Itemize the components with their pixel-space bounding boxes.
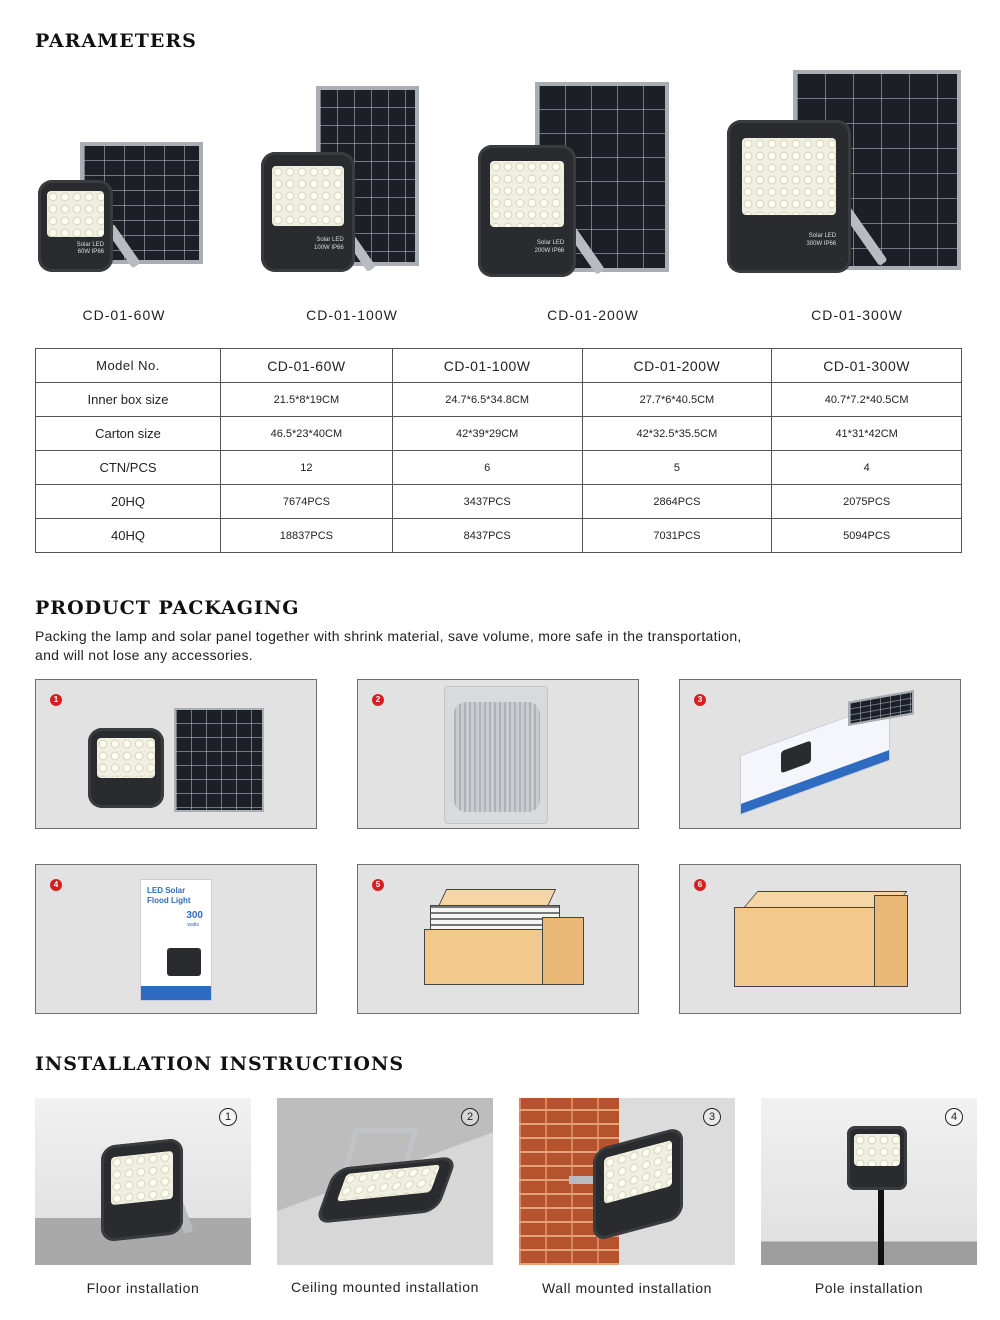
section-title-packaging: PRODUCT PACKAGING — [35, 597, 300, 619]
table-cell: 46.5*23*40CM — [221, 417, 393, 451]
step-number: 2 — [372, 694, 384, 706]
install-step-number: 1 — [219, 1108, 237, 1126]
flood-lamp — [847, 1126, 907, 1190]
flood-lamp — [478, 145, 576, 277]
carton-side — [542, 917, 584, 985]
table-row — [36, 417, 962, 451]
step-number: 4 — [50, 879, 62, 891]
row-label: CTN/PCS — [36, 451, 221, 485]
step-number: 6 — [694, 879, 706, 891]
packaging-step-4 — [35, 864, 317, 1014]
section-title-parameters: PARAMETERS — [35, 30, 197, 52]
table-row — [36, 485, 962, 519]
install-step-number: 3 — [703, 1108, 721, 1126]
table-cell: 2864PCS — [582, 485, 772, 519]
led-array — [742, 138, 836, 215]
table-cell: 12 — [221, 451, 393, 485]
step-number: 5 — [372, 879, 384, 891]
table-header-cell: CD-01-200W — [582, 349, 772, 383]
install-pole — [761, 1098, 977, 1265]
parameters-table — [35, 348, 962, 553]
packaging-step-5 — [357, 864, 639, 1014]
table-cell: 42*39*29CM — [392, 417, 582, 451]
table-header-row — [36, 349, 962, 383]
table-cell: 4 — [772, 451, 962, 485]
lamp-tag: Solar LED 300W IP66 — [806, 232, 837, 247]
table-cell: 6 — [392, 451, 582, 485]
lamp-tag: Solar LED 100W IP66 — [314, 237, 344, 252]
lamp-tag: Solar LED 60W IP66 — [76, 241, 104, 256]
led-array — [490, 161, 565, 227]
product-label-300w: CD-01-300W — [811, 307, 903, 323]
lamp-tag: Solar LED 200W IP66 — [534, 240, 565, 255]
table-row — [36, 451, 962, 485]
install-label: Floor installation — [86, 1280, 200, 1296]
product-label-60w: CD-01-60W — [82, 307, 166, 323]
packaging-step-2 — [357, 679, 639, 829]
install-wall — [519, 1098, 735, 1265]
led-array — [854, 1134, 900, 1166]
flood-lamp — [261, 152, 355, 272]
led-array — [337, 1164, 441, 1201]
table-cell: 5 — [582, 451, 772, 485]
section-title-installation: INSTALLATION INSTRUCTIONS — [35, 1053, 405, 1075]
packaging-description — [35, 627, 742, 665]
table-cell: 24.7*6.5*34.8CM — [392, 383, 582, 417]
description-line: and will not lose any accessories. — [35, 647, 253, 663]
install-floor — [35, 1098, 251, 1265]
flood-lamp — [101, 1138, 183, 1243]
product-label-200w: CD-01-200W — [547, 307, 639, 323]
table-header-cell: CD-01-300W — [772, 349, 962, 383]
lamp-back-heatsink — [454, 702, 540, 812]
led-array — [97, 738, 155, 778]
led-array — [111, 1150, 173, 1205]
install-label: Pole installation — [814, 1280, 924, 1296]
pole — [878, 1188, 884, 1265]
carton-body — [424, 929, 544, 985]
row-label: 20HQ — [36, 485, 221, 519]
box-title — [147, 886, 191, 906]
table-header-cell: Model No. — [36, 349, 221, 383]
install-label: Ceiling mounted installation — [290, 1279, 479, 1295]
install-ceiling — [277, 1098, 493, 1265]
solar-panel — [174, 708, 264, 812]
table-header-cell: CD-01-60W — [221, 349, 393, 383]
box-watts: 300 — [186, 910, 203, 921]
row-label: Carton size — [36, 417, 221, 451]
led-array — [604, 1140, 672, 1204]
table-cell: 40.7*7.2*40.5CM — [772, 383, 962, 417]
packaging-step-3 — [679, 679, 961, 829]
box-lamp-print — [781, 740, 811, 773]
table-cell: 7674PCS — [221, 485, 393, 519]
table-row — [36, 519, 962, 553]
flood-lamp — [38, 180, 113, 272]
table-cell: 42*32.5*35.5CM — [582, 417, 772, 451]
table-cell: 3437PCS — [392, 485, 582, 519]
table-row — [36, 383, 962, 417]
table-cell: 41*31*42CM — [772, 417, 962, 451]
table-cell: 7031PCS — [582, 519, 772, 553]
box-title-line: LED Solar — [147, 886, 186, 895]
flood-lamp — [88, 728, 164, 808]
table-cell: 27.7*6*40.5CM — [582, 383, 772, 417]
carton-side — [874, 895, 908, 987]
table-header-cell: CD-01-100W — [392, 349, 582, 383]
step-number: 3 — [694, 694, 706, 706]
product-label-100w: CD-01-100W — [306, 307, 398, 323]
table-cell: 8437PCS — [392, 519, 582, 553]
box-unit: watts — [187, 922, 199, 928]
packaging-step-6 — [679, 864, 961, 1014]
table-cell: 21.5*8*19CM — [221, 383, 393, 417]
install-label: Wall mounted installation — [541, 1280, 713, 1296]
table-cell: 5094PCS — [772, 519, 962, 553]
step-number: 1 — [50, 694, 62, 706]
flood-lamp — [727, 120, 851, 273]
led-array — [272, 166, 343, 226]
box-lamp-print — [167, 948, 201, 976]
description-line: Packing the lamp and solar panel together with shrink material, save volume, more safe in the transportation, — [35, 628, 742, 644]
box-title-line: Flood Light — [147, 896, 191, 905]
install-step-number: 4 — [945, 1108, 963, 1126]
packaging-step-1 — [35, 679, 317, 829]
carton-body — [734, 907, 876, 987]
table-cell: 18837PCS — [221, 519, 393, 553]
retail-box-front — [140, 879, 212, 1001]
table-cell: 2075PCS — [772, 485, 962, 519]
flood-lamp — [314, 1156, 457, 1224]
row-label: Inner box size — [36, 383, 221, 417]
led-array — [47, 191, 104, 237]
install-step-number: 2 — [461, 1108, 479, 1126]
row-label: 40HQ — [36, 519, 221, 553]
